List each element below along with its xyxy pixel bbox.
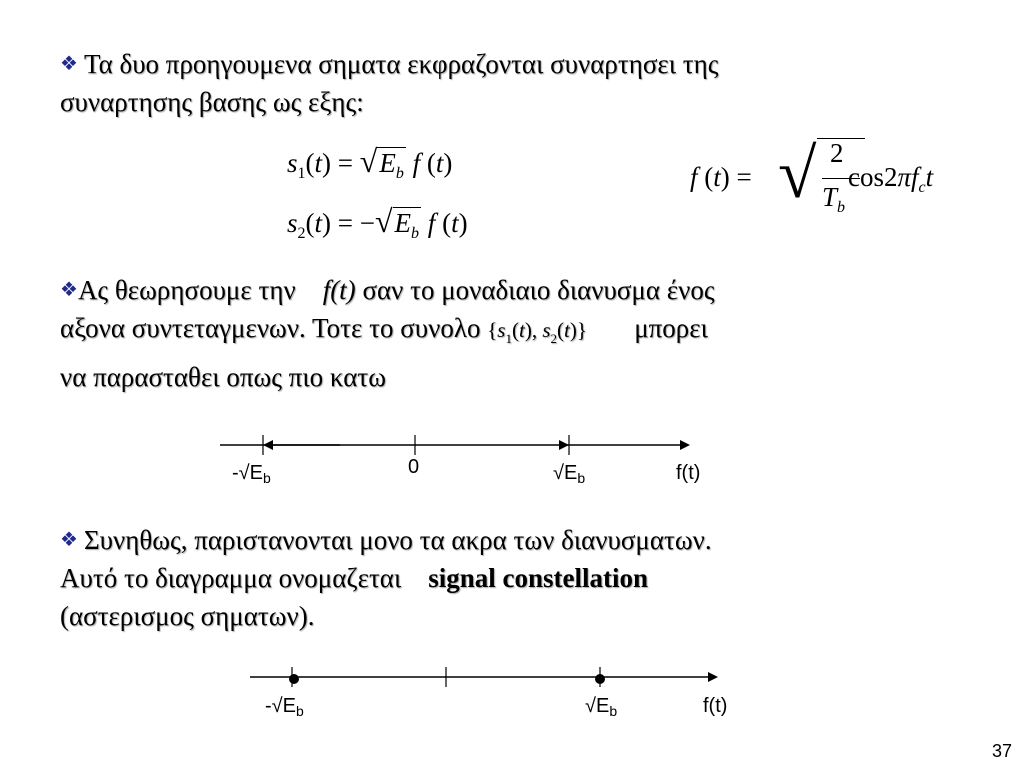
- equation-s1: $s_1(t) = √E_b$ f (t): [287, 143, 453, 182]
- set-notation: {$s_1(t)$, $s_2(t)$}: [487, 318, 587, 346]
- constellation-neg-label: $-√E_b$: [265, 695, 304, 719]
- bullet-diamond-icon: ❖: [60, 277, 78, 301]
- pos-sqrt-eb-label: $√E_b$: [553, 462, 586, 486]
- bullet-diamond-icon: ❖: [60, 51, 78, 75]
- constellation-axis-label: f(t): [703, 695, 728, 717]
- neg-sqrt-eb-label: $-√E_b$: [232, 462, 271, 486]
- constellation-pos-label: $√E_b$: [585, 695, 618, 719]
- bullet-2: ❖Ας θεωρησουμε την f(t) σαν το μοναδιαιο διανυσμα ένος αξονα συντεταγμενων. Τοτε το συνολο {$s_1(t)$, $s_2(t)$} μπορει να παρασταθει οπως πιο κατω: [60, 275, 715, 392]
- page-number: 37: [991, 741, 1012, 761]
- bullet-1-line-2: συναρτησης βασης ως εξης:: [60, 87, 364, 117]
- zero-label: 0: [408, 456, 420, 478]
- bullet-3: ❖ Συνηθως, παριστανονται μονο τα ακρα των διανυσματων. Αυτό το διαγραμμα ονομαζεται signal constellation (αστερισμος σηματων).: [60, 525, 712, 631]
- axis-f-label: f(t): [676, 462, 701, 484]
- bullet-diamond-icon: ❖: [60, 527, 78, 551]
- bullet-1-line-1: Τα δυο προηγουμενα σηματα εκφραζονται συναρτησει της: [83, 49, 719, 79]
- equation-s2: $s_2(t) = -√E_b$ f (t): [287, 203, 468, 242]
